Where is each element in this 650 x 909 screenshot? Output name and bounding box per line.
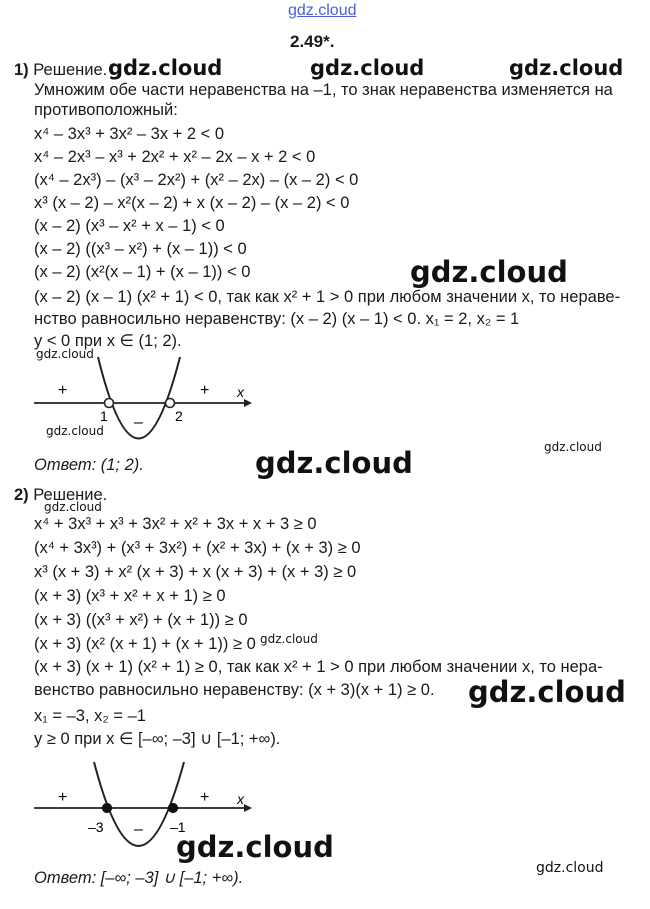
- part1-eq6: (x – 2) ((x³ – x²) + (x – 1)) < 0: [34, 240, 247, 258]
- axis-label: x: [237, 384, 244, 400]
- part2-eq1: x⁴ + 3x³ + x³ + 3x² + x² + 3x + x + 3 ≥ 0: [34, 515, 317, 533]
- watermark: gdz.cloud: [310, 56, 425, 80]
- sign-plus-right: +: [200, 789, 210, 806]
- part1-eq2: x⁴ – 2x³ – x³ + 2x² + x² – 2x – x + 2 < 0: [34, 148, 316, 166]
- watermark: gdz.cloud: [108, 56, 223, 80]
- sign-minus: –: [134, 821, 143, 838]
- watermark-small: gdz.cloud: [544, 440, 602, 454]
- sign-minus: –: [134, 414, 143, 431]
- sign-plus-right: +: [200, 382, 210, 399]
- part1-eq4: x³ (x – 2) – x²(x – 2) + x (x – 2) – (x – 2) < 0: [34, 194, 350, 212]
- root2-label: –1: [170, 819, 186, 835]
- part1-intro-line1: Умножим обе части неравенства на –1, то знак неравенства изменяется на: [34, 81, 613, 99]
- part2-number: 2): [14, 486, 29, 504]
- axis-arrow: [244, 804, 252, 812]
- axis-label: x: [237, 791, 244, 807]
- axis-arrow: [244, 399, 252, 407]
- part1-eq1: x⁴ – 3x³ + 3x² – 3x + 2 < 0: [34, 125, 225, 143]
- part1-number: 1): [14, 61, 29, 79]
- part2-eq8: венство равносильно неравенству: (x + 3)(x + 1) ≥ 0.: [34, 681, 435, 699]
- part1-eq3: (x⁴ – 2x³) – (x³ – 2x²) + (x² – 2x) – (x – 2) < 0: [34, 171, 359, 189]
- problem-number: 2.49*.: [290, 32, 335, 51]
- part1-heading: Решение.: [33, 61, 108, 79]
- watermark-small: gdz.cloud: [536, 860, 604, 876]
- watermark: gdz.cloud: [509, 56, 624, 80]
- part2-eq7: (x + 3) (x + 1) (x² + 1) ≥ 0, так как x² + 1 > 0 при любом значении x, то нера-: [34, 658, 603, 676]
- part1-eq9: нство равносильно неравенству: (x – 2) (x – 1) < 0. x₁ = 2, x₂ = 1: [34, 310, 520, 328]
- part2-eq10: y ≥ 0 при x ∈ [–∞; –3] ∪ [–1; +∞).: [34, 730, 281, 748]
- watermark-small: gdz.cloud: [44, 500, 102, 514]
- watermark: gdz.cloud: [176, 830, 334, 864]
- part2-eq5: (x + 3) ((x³ + x²) + (x + 1)) ≥ 0: [34, 611, 248, 629]
- watermark-small: gdz.cloud: [260, 632, 318, 646]
- site-link[interactable]: gdz.cloud: [288, 2, 357, 19]
- part1-eq8: (x – 2) (x – 1) (x² + 1) < 0, так как x² + 1 > 0 при любом значении x, то нераве-: [34, 288, 621, 306]
- root2-point: [169, 804, 178, 813]
- part2-eq3: x³ (x + 3) + x² (x + 3) + x (x + 3) + (x + 3) ≥ 0: [34, 563, 357, 581]
- part2-answer: Ответ: [–∞; –3] ∪ [–1; +∞).: [34, 869, 244, 887]
- part1-eq5: (x – 2) (x³ – x² + x – 1) < 0: [34, 217, 225, 235]
- watermark: gdz.cloud: [255, 446, 413, 480]
- root2-label: 2: [175, 408, 183, 424]
- root1-label: –3: [88, 819, 104, 835]
- root1-point: [105, 399, 114, 408]
- part1-sign-graph: [30, 355, 260, 455]
- part1-answer: Ответ: (1; 2).: [34, 456, 144, 474]
- sign-plus-left: +: [58, 382, 68, 399]
- sign-plus-left: +: [58, 789, 68, 806]
- part2-heading: Решение.: [33, 486, 108, 504]
- watermark: gdz.cloud: [410, 255, 568, 289]
- watermark-small: gdz.cloud: [46, 424, 104, 438]
- part2-eq4: (x + 3) (x³ + x² + x + 1) ≥ 0: [34, 587, 226, 605]
- part1-intro-line2: противоположный:: [34, 101, 178, 119]
- part2-eq9: x₁ = –3, x₂ = –1: [34, 707, 146, 725]
- watermark-small: gdz.cloud: [36, 347, 94, 361]
- root2-point: [166, 399, 175, 408]
- root1-point: [103, 804, 112, 813]
- part2-eq6: (x + 3) (x² (x + 1) + (x + 1)) ≥ 0: [34, 635, 256, 653]
- part1-eq7: (x – 2) (x²(x – 1) + (x – 1)) < 0: [34, 263, 251, 281]
- root1-label: 1: [100, 408, 108, 424]
- part1-label: [14, 60, 107, 80]
- part1-eq10: y < 0 при x ∈ (1; 2).: [34, 332, 182, 350]
- watermark: gdz.cloud: [468, 675, 626, 709]
- part2-eq2: (x⁴ + 3x³) + (x³ + 3x²) + (x² + 3x) + (x + 3) ≥ 0: [34, 539, 361, 557]
